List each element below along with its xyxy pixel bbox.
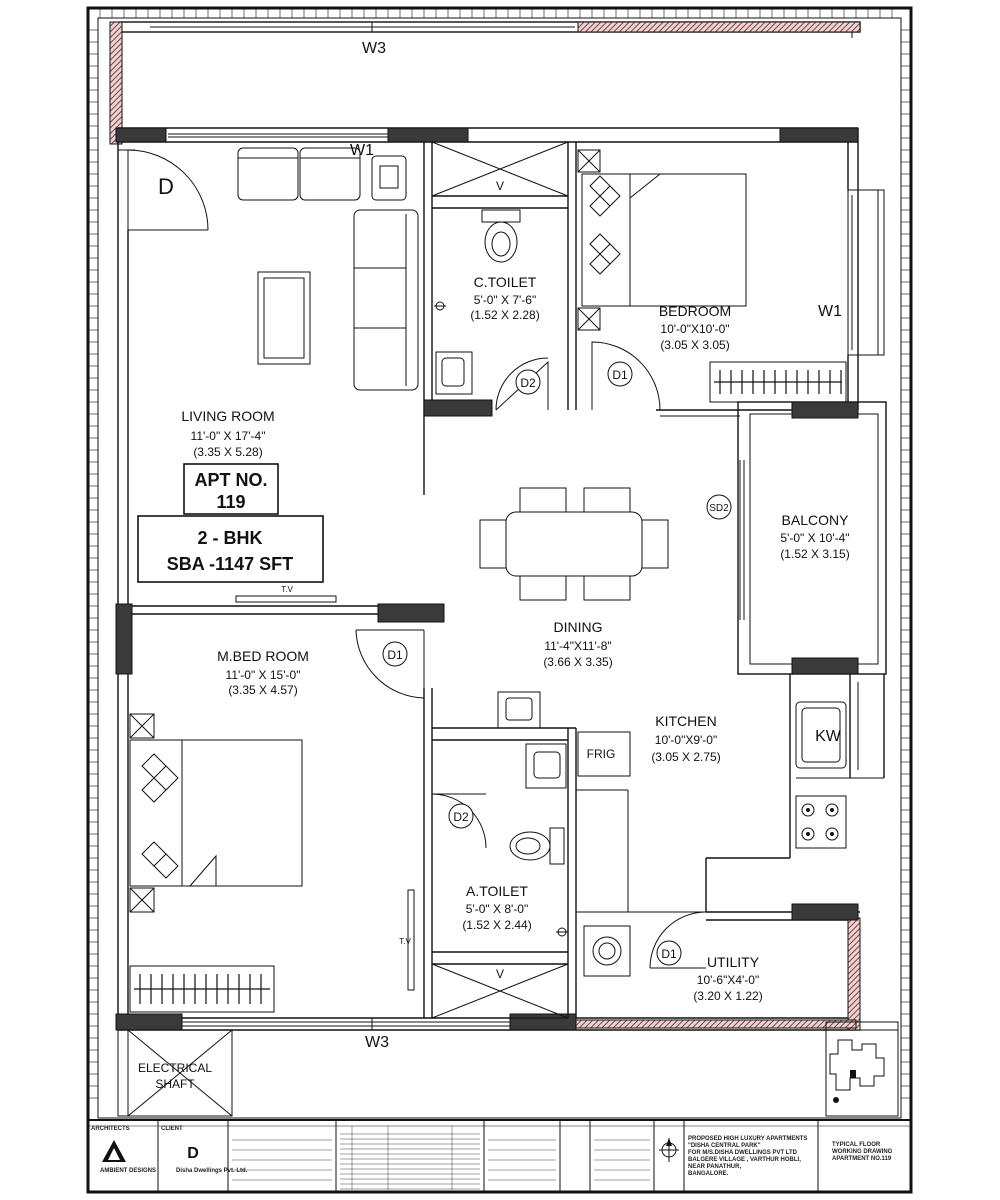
bedroom-name: BEDROOM bbox=[658, 303, 732, 319]
living-room-size-m: (3.35 X 5.28) bbox=[193, 445, 263, 459]
project-line-6: BANGALORE. bbox=[688, 1171, 729, 1177]
d2-atoilet-tag: D2 bbox=[453, 810, 469, 824]
kitchen-size-m: (3.05 X 2.75) bbox=[651, 750, 721, 764]
v-top-tag: V bbox=[495, 179, 505, 193]
tv-mbr-label: T.V bbox=[399, 937, 411, 946]
utility-size-ft: 10'-6"X4'-0" bbox=[696, 973, 760, 987]
project-line-2: "DISHA CENTRAL PARK" bbox=[688, 1143, 761, 1149]
sd2-tag: SD2 bbox=[709, 503, 729, 514]
c-toilet-name: C.TOILET bbox=[473, 274, 537, 290]
project-line-3: FOR M/S.DISHA DWELLINGS PVT LTD bbox=[688, 1150, 797, 1156]
master-bedroom-name: M.BED ROOM bbox=[217, 648, 309, 664]
utility-name: UTILITY bbox=[706, 954, 760, 970]
living-room-size-ft: 11'-0" X 17'-4" bbox=[190, 429, 266, 443]
architects-label: ARCHITECTS bbox=[91, 1126, 130, 1132]
apt-number: 119 bbox=[216, 492, 246, 512]
apt-sba: SBA -1147 SFT bbox=[166, 554, 294, 574]
shaft-label-line1: ELECTRICAL bbox=[137, 1061, 213, 1075]
d1-utility-tag: D1 bbox=[661, 947, 677, 961]
living-room-name: LIVING ROOM bbox=[181, 408, 275, 424]
tv-living-label: T.V bbox=[281, 585, 293, 594]
bedroom-size-ft: 10'-0"X10'-0" bbox=[660, 322, 730, 336]
client-label: CLIENT bbox=[161, 1126, 183, 1132]
master-bedroom-furniture bbox=[130, 714, 414, 1012]
c-toilet-size-m: (1.52 X 2.28) bbox=[470, 308, 540, 322]
architect-logo-text: AMBIENT DESIGNS bbox=[100, 1168, 157, 1174]
key-plan bbox=[826, 1022, 898, 1116]
shaft-label-line2: SHAFT bbox=[155, 1077, 195, 1091]
project-line-1: PROPOSED HIGH LUXURY APARTMENTS bbox=[688, 1136, 808, 1142]
apartment-info bbox=[138, 464, 323, 582]
balcony-size-m: (1.52 X 3.15) bbox=[780, 547, 850, 561]
balcony-name: BALCONY bbox=[781, 512, 849, 528]
title-block-text bbox=[91, 1126, 893, 1177]
drawing-title-3: APARTMENT NO.119 bbox=[832, 1156, 892, 1162]
room-labels bbox=[138, 274, 850, 1091]
dining-name: DINING bbox=[553, 619, 603, 635]
title-block bbox=[88, 1120, 911, 1192]
utility-size-m: (3.20 X 1.22) bbox=[693, 989, 763, 1003]
w1-bedroom-tag: W1 bbox=[818, 303, 842, 320]
drawing-title-2: WORKING DRAWING bbox=[832, 1149, 893, 1155]
d1-bedroom-tag: D1 bbox=[612, 368, 628, 382]
balcony-size-ft: 5'-0" X 10'-4" bbox=[780, 531, 850, 545]
apt-label: APT NO. bbox=[194, 470, 268, 490]
master-bedroom-size-ft: 11'-0" X 15'-0" bbox=[225, 668, 301, 682]
w1-living-tag: W1 bbox=[350, 142, 374, 159]
client-name: Disha Dwellings Pvt. Ltd. bbox=[176, 1168, 248, 1174]
svg-text:D: D bbox=[187, 1145, 199, 1162]
main-door-tag: D bbox=[158, 174, 174, 199]
c-toilet-size-ft: 5'-0" X 7'-6" bbox=[473, 293, 537, 307]
w3-top-tag: W3 bbox=[362, 40, 386, 57]
w3-bottom-tag: W3 bbox=[365, 1034, 389, 1051]
d1-mbr-tag: D1 bbox=[387, 648, 403, 662]
a-toilet-size-m: (1.52 X 2.44) bbox=[462, 918, 532, 932]
d2-ctoilet-tag: D2 bbox=[520, 376, 536, 390]
frig-label: FRIG bbox=[586, 747, 616, 761]
kw-tag: KW bbox=[815, 728, 841, 745]
master-bedroom-size-m: (3.35 X 4.57) bbox=[228, 683, 298, 697]
v-bottom-tag: V bbox=[495, 967, 505, 981]
apt-type: 2 - BHK bbox=[197, 528, 263, 548]
a-toilet-name: A.TOILET bbox=[466, 883, 528, 899]
dining-size-ft: 11'-4"X11'-8" bbox=[544, 639, 612, 653]
a-toilet-size-ft: 5'-0" X 8'-0" bbox=[465, 902, 529, 916]
drawing-title-1: TYPICAL FLOOR bbox=[832, 1142, 881, 1148]
kitchen-name: KITCHEN bbox=[655, 713, 717, 729]
dining-furniture bbox=[480, 488, 668, 600]
top-exterior-wall bbox=[110, 22, 860, 144]
dining-size-m: (3.66 X 3.35) bbox=[543, 655, 613, 669]
bedroom-size-m: (3.05 X 3.05) bbox=[660, 338, 730, 352]
project-line-5: NEAR PANATHUR, bbox=[688, 1164, 742, 1170]
kitchen-size-ft: 10'-0"X9'-0" bbox=[654, 733, 718, 747]
project-line-4: BALGERE VILLAGE , VARTHUR HOBLI, bbox=[688, 1157, 801, 1163]
